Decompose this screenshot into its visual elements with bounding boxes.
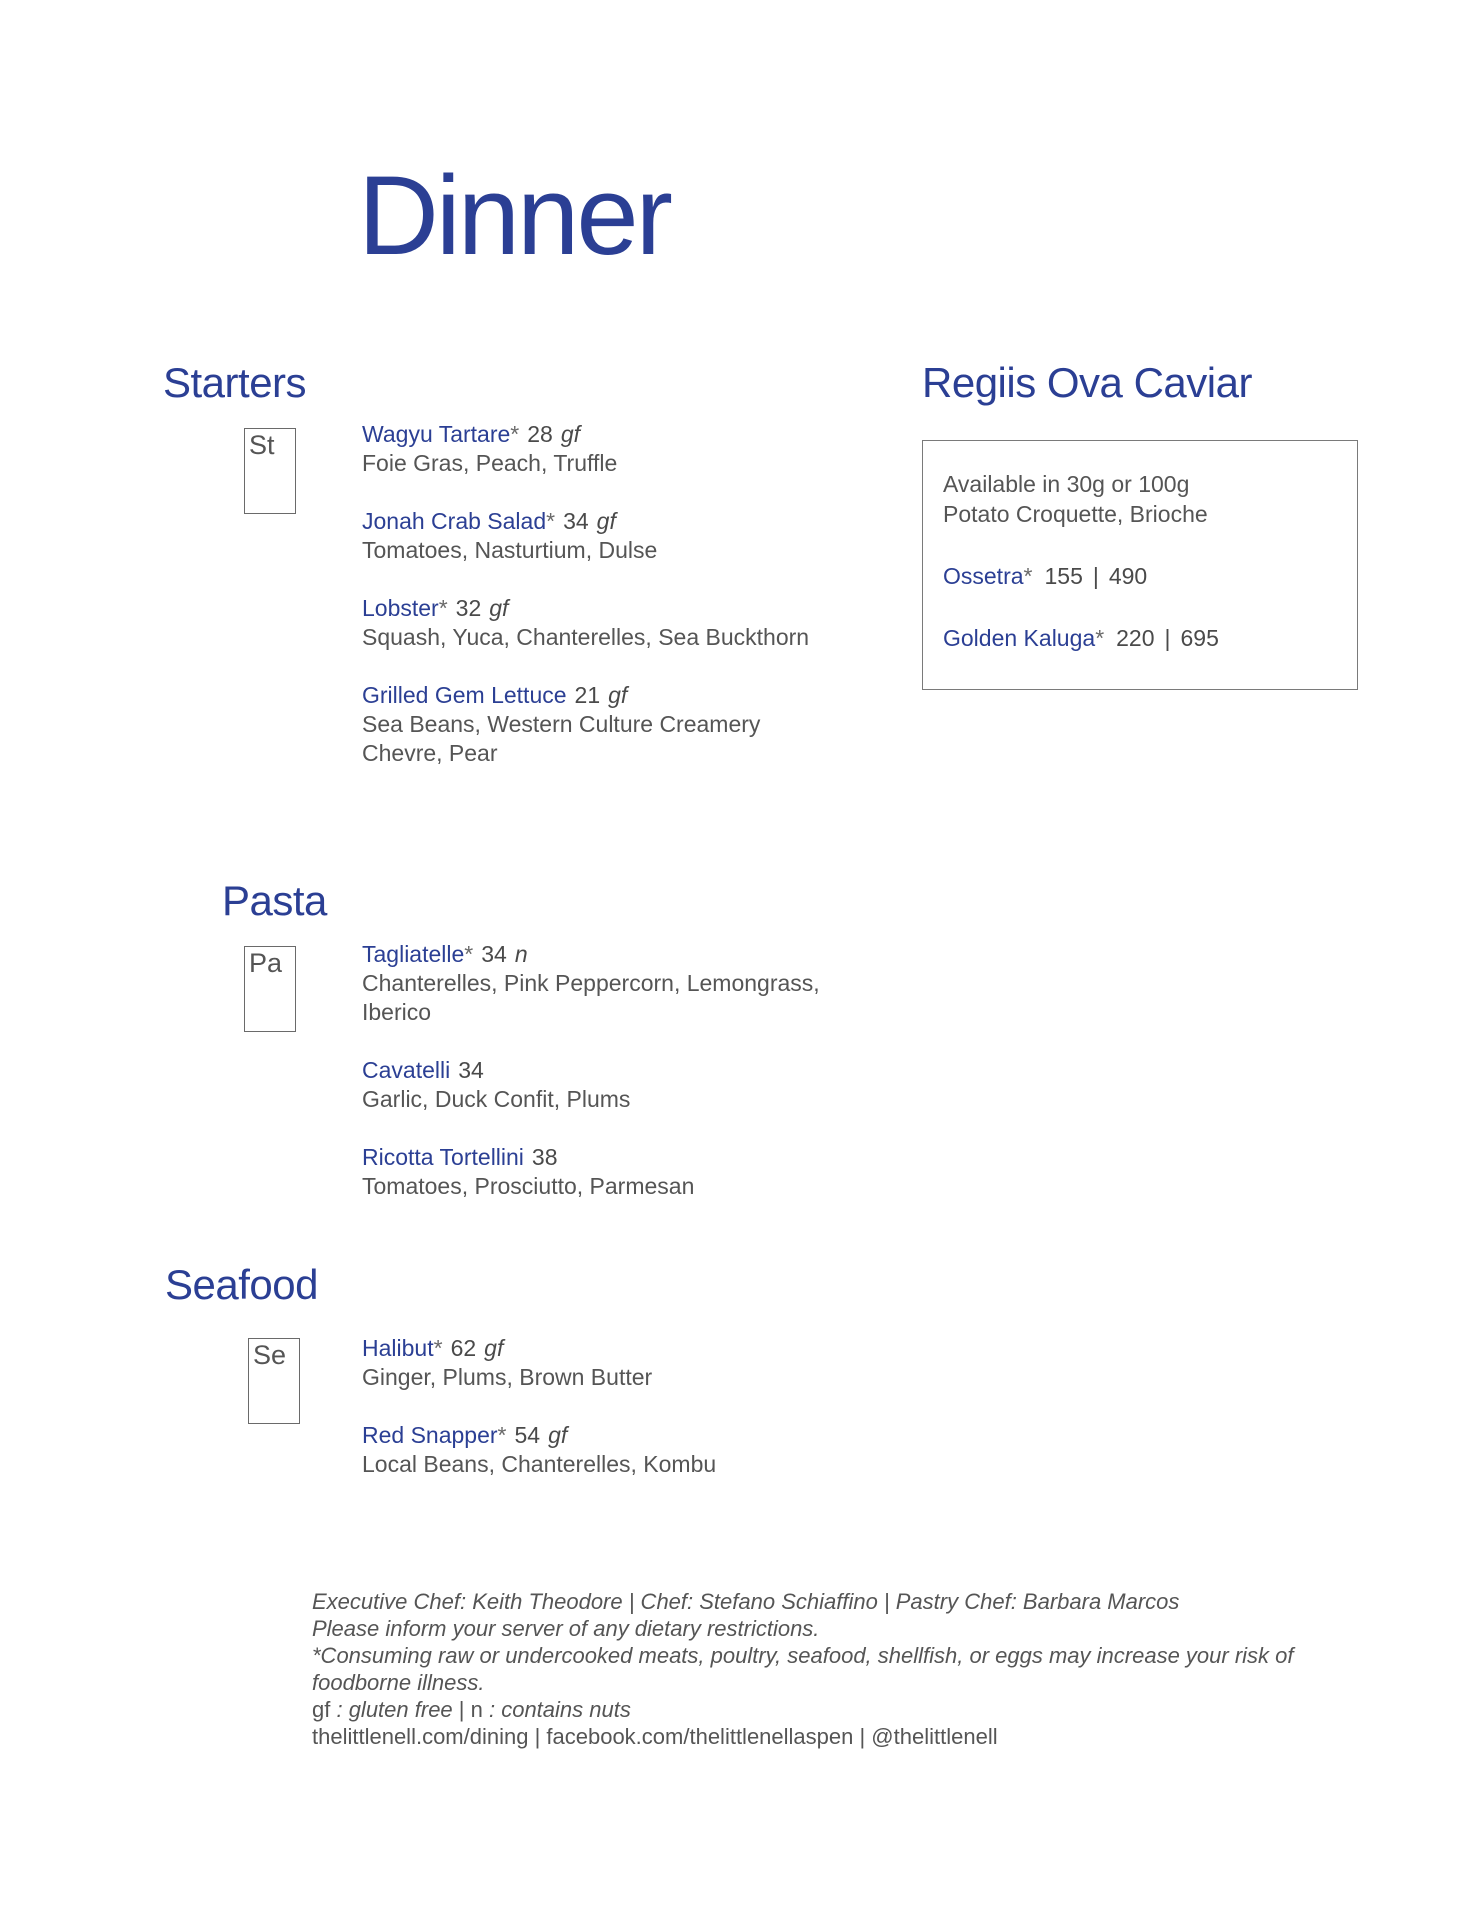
item-name: Jonah Crab Salad (362, 508, 547, 534)
item-description: Squash, Yuca, Chanterelles, Sea Buckthorn (362, 624, 810, 650)
item-star: * (510, 421, 520, 447)
seafood-tab: Se (248, 1338, 300, 1424)
caviar-accompaniments: Potato Croquette, Brioche (943, 501, 1208, 527)
legend-n-key: n (470, 1697, 483, 1722)
legend-n-value: : contains nuts (482, 1697, 631, 1722)
item-price: 38 (531, 1144, 558, 1170)
caviar-option (943, 561, 1357, 591)
item-price: 34 (563, 508, 589, 534)
item-price: 62 (450, 1335, 477, 1361)
pasta-tab: Pa (244, 946, 296, 1032)
item-star: * (464, 941, 474, 967)
page-title: Dinner (358, 153, 670, 278)
menu-item (362, 681, 882, 768)
footer-links[interactable]: thelittlenell.com/dining | facebook.com/thelittlenellaspen | @thelittlenell (312, 1724, 998, 1749)
item-name: Red Snapper (362, 1422, 498, 1448)
item-tag: gf (560, 421, 581, 447)
item-name: Cavatelli (362, 1057, 451, 1083)
item-description: Garlic, Duck Confit, Plums (362, 1086, 631, 1112)
item-star: * (546, 508, 556, 534)
item-star: * (433, 1335, 443, 1361)
menu-item (362, 1143, 882, 1201)
starters-list (362, 420, 882, 797)
caviar-price-small: 220 (1116, 625, 1155, 651)
starters-tab: St (244, 428, 296, 514)
legend-separator: | (452, 1697, 471, 1722)
item-price: 28 (527, 421, 553, 447)
item-name: Ricotta Tortellini (362, 1144, 524, 1170)
item-tag: gf (489, 595, 509, 621)
footer-legend (312, 1696, 1352, 1723)
item-tag: gf (548, 1422, 568, 1448)
caviar-option (943, 623, 1357, 653)
pasta-list (362, 940, 882, 1230)
footer-warning: *Consuming raw or undercooked meats, poultry, seafood, shellfish, or eggs may increase your risk of foodborne illness. (312, 1643, 1294, 1695)
caviar-availability: Available in 30g or 100g (943, 471, 1190, 497)
menu-item (362, 1421, 882, 1479)
seafood-list (362, 1334, 882, 1508)
caviar-separator: | (1092, 563, 1099, 589)
item-name: Grilled Gem Lettuce (362, 682, 567, 708)
caviar-name: Golden Kaluga (943, 625, 1096, 651)
item-price: 54 (514, 1422, 541, 1448)
seafood-heading: Seafood (165, 1261, 318, 1308)
item-tag: gf (596, 508, 616, 534)
caviar-price-small: 155 (1044, 563, 1083, 589)
legend-gf-value: : gluten free (330, 1697, 453, 1722)
item-price: 32 (455, 595, 482, 621)
item-tag: gf (484, 1335, 504, 1361)
menu-item (362, 507, 882, 565)
caviar-price-large: 490 (1108, 563, 1148, 589)
item-name: Lobster (362, 595, 439, 621)
menu-item (362, 940, 882, 1027)
item-description: Ginger, Plums, Brown Butter (362, 1364, 653, 1390)
item-description: Chanterelles, Pink Peppercorn, Lemongrass, Iberico (362, 970, 820, 1025)
item-price: 21 (574, 682, 601, 708)
menu-item (362, 420, 882, 478)
item-price: 34 (481, 941, 507, 967)
item-star: * (497, 1422, 507, 1448)
item-tag: gf (608, 682, 628, 708)
caviar-name: Ossetra (943, 563, 1024, 589)
item-star: * (1023, 563, 1033, 589)
item-name: Tagliatelle (362, 941, 465, 967)
menu-item (362, 594, 882, 652)
item-star: * (438, 595, 448, 621)
starters-heading: Starters (163, 359, 307, 406)
item-star: * (1095, 625, 1105, 651)
menu-item (362, 1056, 882, 1114)
caviar-box (922, 440, 1358, 690)
pasta-heading: Pasta (222, 877, 327, 924)
item-description: Foie Gras, Peach, Truffle (362, 450, 618, 476)
footer (312, 1588, 1352, 1750)
item-name: Halibut (362, 1335, 434, 1361)
caviar-price-large: 695 (1180, 625, 1219, 651)
menu-item (362, 1334, 882, 1392)
item-description: Tomatoes, Prosciutto, Parmesan (362, 1173, 695, 1199)
footer-dietary: Please inform your server of any dietary restrictions. (312, 1616, 820, 1641)
item-price: 34 (458, 1057, 484, 1083)
item-description: Tomatoes, Nasturtium, Dulse (362, 537, 658, 563)
caviar-heading: Regiis Ova Caviar (922, 359, 1252, 406)
item-description: Local Beans, Chanterelles, Kombu (362, 1451, 717, 1477)
footer-chefs: Executive Chef: Keith Theodore | Chef: Stefano Schiaffino | Pastry Chef: Barbara Marcos (312, 1589, 1180, 1614)
item-tag: n (514, 941, 528, 967)
item-description: Sea Beans, Western Culture Creamery Chevre, Pear (362, 711, 761, 766)
legend-gf-key: gf (312, 1697, 331, 1722)
caviar-separator: | (1164, 625, 1171, 651)
item-name: Wagyu Tartare (362, 421, 511, 447)
